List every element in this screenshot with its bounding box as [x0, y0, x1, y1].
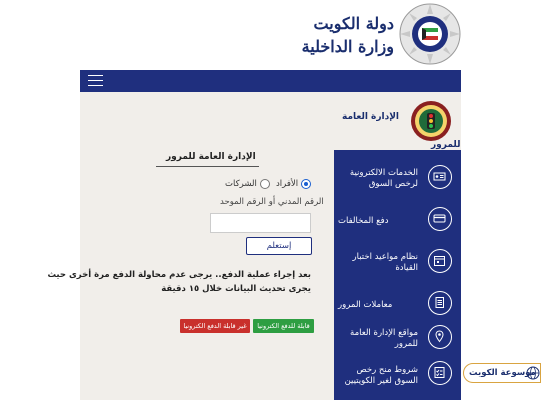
traffic-department-logo-icon — [410, 100, 452, 142]
breadcrumb-traffic[interactable]: للمرور — [431, 140, 461, 150]
civil-id-input[interactable] — [210, 213, 311, 233]
location-icon — [428, 325, 452, 349]
sidebar-item-label: شروط منح رخص السوق لغير الكويتيين — [344, 365, 418, 386]
watermark-text: موسوعة الكويت — [469, 368, 536, 378]
payment-notice-line2: يجرى تحديث البيانات خلال ١٥ دقيقة — [161, 284, 311, 294]
payment-notice-line1: بعد إجراء عملية الدفع.. يرجى عدم محاولة الدفع مرة أخرى حيث — [47, 270, 311, 280]
radio-individuals-button[interactable] — [301, 179, 311, 189]
calendar-icon — [428, 249, 452, 273]
site-header — [0, 0, 541, 70]
globe-icon — [526, 366, 540, 380]
top-navbar — [80, 70, 461, 92]
payment-card-icon — [428, 207, 452, 231]
document-icon — [428, 291, 452, 315]
sidebar-item-label: الخدمات الالكترونية لرخص السوق — [349, 168, 418, 189]
license-icon — [428, 165, 452, 189]
checklist-icon — [428, 361, 452, 385]
sidebar-item-license-conditions[interactable] — [334, 354, 461, 398]
sidebar-item-label: نظام مواعيد اختبار القيادة — [352, 252, 418, 273]
breadcrumb-admin[interactable]: الإدارة — [371, 112, 399, 122]
radio-companies-label: الشركات — [225, 179, 257, 189]
radio-individuals-label: الأفراد — [276, 179, 299, 189]
breadcrumb-general[interactable]: العامة — [342, 112, 368, 122]
sidebar-item-label: مواقع الإدارة العامة للمرور — [350, 328, 418, 349]
ministry-title: وزارة الداخلية — [301, 37, 394, 56]
moi-crest-icon — [398, 2, 462, 66]
country-title: دولة الكويت — [313, 14, 394, 33]
form-title: الإدارة العامة للمرور — [166, 152, 256, 162]
sidebar-item-label: دفع المخالفات — [338, 215, 389, 226]
payable-legend-button[interactable]: قابلة للدفع الكترونيا — [253, 319, 314, 333]
form-title-underline — [156, 166, 259, 167]
hamburger-icon[interactable] — [88, 75, 103, 87]
services-sidebar — [334, 150, 461, 400]
sidebar-item-label: معاملات المرور — [338, 299, 393, 310]
sidebar-item-e-licenses[interactable] — [334, 158, 461, 200]
radio-companies-button[interactable] — [260, 179, 270, 189]
query-button[interactable]: إستعلم — [246, 237, 312, 255]
radio-companies[interactable] — [225, 179, 270, 189]
sidebar-item-pay-fines[interactable] — [334, 200, 461, 242]
main-content — [47, 92, 461, 400]
civil-id-label: الرقم المدني أو الرقم الموحد — [220, 197, 324, 207]
not-payable-legend-button[interactable]: غير قابلة الدفع الكترونيا — [180, 319, 250, 333]
radio-individuals[interactable] — [276, 179, 311, 189]
watermark-badge — [463, 363, 541, 383]
sidebar-item-driving-test[interactable] — [334, 242, 461, 284]
